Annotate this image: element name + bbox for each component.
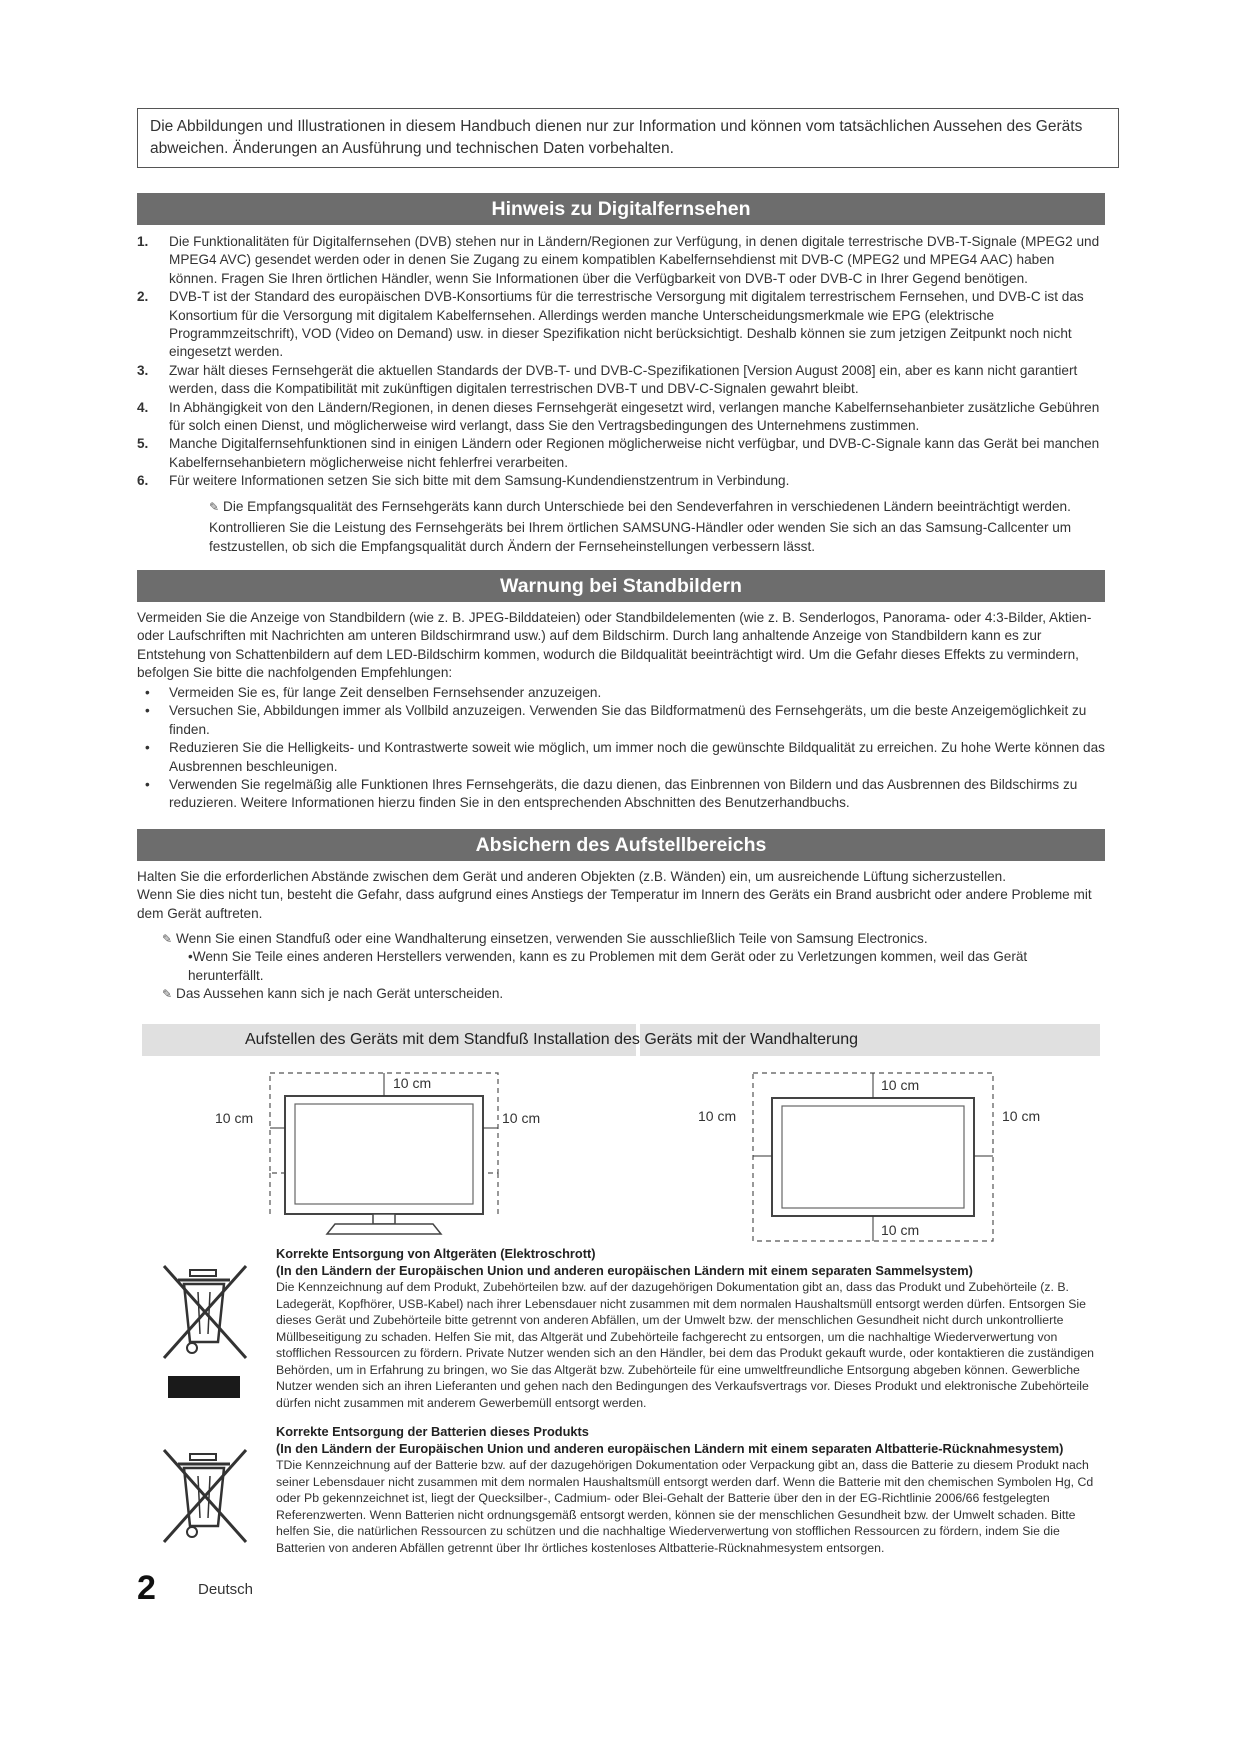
install-notes	[162, 930, 1062, 1004]
weee-body: Die Kennzeichnung auf dem Produkt, Zubehörteilen bzw. auf der dazugehörigen Dokumentation gibt an, dass das Produkt und Zubehörteile (z. B. Ladegerät, Kopfhörer, USB-Kabel) nach ihrer Lebensdauer nicht zusammen mit dem normalen Haushaltsmüll entsorgt werden dürfen. Entsorgen Sie dieses Gerät und Zubehörteile bitte getrennt von anderen Abfällen, um der Umwelt bzw. der menschlichen Gesundheit nicht durch unkontrollierte Müllbeseitigung zu schaden. Helfen Sie mit, das Altgerät und Zubehörteile fachgerecht zu entsorgen, um die nachhaltige Wiederverwertung von stofflichen Ressourcen zu fördern. Private Nutzer wenden sich an den Händler, bei dem das Produkt gekauft wurde, oder kontaktieren die zuständigen Behörden, um in Erfahrung zu bringen, wo Sie das Altgerät bzw. Zubehörteile für eine umweltfreundliche Entsorgung abgeben können. Gewerbliche Nutzer wenden sich an ihren Lieferanten und gehen nach den Bedingungen des Verkaufsvertrags vor. Dieses Produkt und elektronische Zubehörteile dürfen nicht zusammen mit anderem Gewerbemüll entsorgt werden.	[276, 1280, 1094, 1410]
note-icon: ✎	[162, 932, 173, 946]
list-item: 4. In Abhängigkeit von den Ländern/Regionen, in denen dieses Fernsehgerät eingesetzt wird, verlangen manche Kabelfernsehanbieter zusätzliche Gebühren für solch einen Dienst, und möglicherweise wird verlangt, dass Sie den Vertragsbedingungen des Unternehmens zustimmen.	[137, 399, 1100, 434]
list-item: 3. Zwar hält dieses Fernsehgerät die aktuellen Standards der DVB-T- und DVB-C-Spezifikationen [Version August 2008] ein, aber es kann nicht garantiert werden, dass die Kompatibilität mit zukünftigen digitalen terrestrischen DVB-T und DBV-C-Signalen gewahrt bleibt.	[137, 362, 1078, 397]
stand-clearance-diagram	[205, 1068, 585, 1248]
weee-title: Korrekte Entsorgung von Altgeräten (Elektroschrott)	[276, 1246, 596, 1261]
dim-label-top: 10 cm	[881, 1077, 920, 1093]
section-title-digital: Hinweis zu Digitalfernsehen	[137, 193, 1105, 225]
section-title-still-images: Warnung bei Standbildern	[137, 570, 1105, 602]
dim-label-top: 10 cm	[393, 1075, 432, 1091]
section-title-installation: Absichern des Aufstellbereichs	[137, 829, 1105, 861]
still-bullets	[137, 684, 1105, 813]
install-note: ✎ Wenn Sie einen Standfuß oder eine Wandhalterung einsetzen, verwenden Sie ausschließlich Teile von Samsung Electronics.	[162, 930, 1062, 948]
weee-black-bar	[168, 1376, 240, 1398]
disclaimer-box: Die Abbildungen und Illustrationen in diesem Handbuch dienen nur zur Information und können vom tatsächlichen Aussehen des Geräts abweichen. Änderungen an Ausführung und technischen Daten vorbehalten.	[137, 108, 1119, 168]
dim-label-right: 10 cm	[502, 1110, 541, 1126]
battery-title: Korrekte Entsorgung der Batterien dieses Produkts	[276, 1424, 589, 1439]
page-language: Deutsch	[198, 1581, 254, 1598]
install-subnote: •Wenn Sie Teile eines anderen Herstellers verwenden, kann es zu Problemen mit dem Gerät oder zu Verletzungen kommen, weil das Gerät herunterfällt.	[188, 949, 1028, 983]
install-intro: Halten Sie die erforderlichen Abstände zwischen dem Gerät und anderen Objekten (z.B. Wänden) ein, um ausreichende Lüftung sicherzustellen. Wenn Sie dies nicht tun, besteht die Gefahr, dass aufgrund eines Anstiegs der Temperatur im Innern des Geräts ein Brand ausbricht oder andere Probleme mit dem Gerät auftreten.	[137, 869, 1092, 921]
wall-mount-clearance-diagram	[690, 1068, 1110, 1248]
crossed-bin-battery-icon	[160, 1446, 250, 1556]
battery-subtitle: (In den Ländern der Europäischen Union und anderen europäischen Ländern mit einem separaten Altbatterie-Rücknahmesystem)	[276, 1440, 1064, 1456]
battery-disposal-text	[276, 1424, 1096, 1556]
dim-label-bottom: 10 cm	[881, 1222, 920, 1238]
still-intro: Vermeiden Sie die Anzeige von Standbildern (wie z. B. JPEG-Bilddateien) oder Standbildelementen (wie z. B. Senderlogos, Panorama- oder 4:3-Bilder, Aktien- oder Laufschriften mit Nachrichten am unteren Bildschirmrand usw.) auf dem Bildschirm. Durch lang anhaltende Anzeige von Standbildern kann es zur Entstehung von Schattenbildern auf dem LED-Bildschirm kommen, wodurch die Bildqualität beeinträchtigt wird. Um die Gefahr dieses Effekts zu vermindern, befolgen Sie bitte die nachfolgenden Empfehlungen:	[137, 610, 1092, 681]
dim-label-left: 10 cm	[698, 1108, 737, 1124]
dim-label-left: 10 cm	[215, 1110, 254, 1126]
note-icon: ✎	[209, 500, 220, 514]
page-number: 2	[137, 1569, 156, 1607]
digital-list	[137, 233, 1105, 491]
weee-subtitle: (In den Ländern der Europäischen Union und anderen europäischen Ländern mit einem separaten Sammelsystem)	[276, 1262, 973, 1278]
list-item: • Reduzieren Sie die Helligkeits- und Kontrastwerte soweit wie möglich, um immer noch die gewünschte Bildqualität zu erreichen. Zu hohe Werte können das Ausbrennen beschleunigen.	[137, 739, 1105, 776]
crossed-bin-icon	[160, 1262, 250, 1372]
list-item: • Versuchen Sie, Abbildungen immer als Vollbild anzuzeigen. Verwenden Sie das Bildformatmenü des Fernsehgeräts, um die beste Anzeigemöglichkeit zu finden.	[137, 702, 1105, 739]
digital-note: ✎ Die Empfangsqualität des Fernsehgeräts kann durch Unterschiede bei den Sendeverfahren in verschiedenen Ländern beeinträchtigt werden. Kontrollieren Sie die Leistung des Fernsehgeräts bei Ihrem örtlichen SAMSUNG-Händler oder wenden Sie sich an das Samsung-Callcenter um festzustellen, ob sich die Empfangsqualität durch Ändern der Fernseheinstellungen verbessern lässt.	[209, 499, 1072, 554]
list-item: 6. Für weitere Informationen setzen Sie sich bitte mit dem Samsung-Kundendienstzentrum in Verbindung.	[137, 473, 790, 489]
list-item: • Verwenden Sie regelmäßig alle Funktionen Ihres Fernsehgeräts, die dazu dienen, das Einbrennen von Bildern und das Ausbrennen des Bildschirms zu reduzieren. Weitere Informationen hierzu finden Sie in den entsprechenden Abschnitten des Benutzerhandbuchs.	[137, 776, 1105, 813]
dim-label-right: 10 cm	[1002, 1108, 1041, 1124]
note-icon: ✎	[162, 987, 173, 1002]
list-item: 2. DVB-T ist der Standard des europäischen DVB-Konsortiums für die terrestrische Versorgung mit digitalem terrestrischem Fernsehen, und DVB-C ist das Konsortium für die Versorgung mit digitalem Kabelfernsehen. Allerdings werden manche Unterscheidungsmerkmale wie EPG (elektrische Programmzeitschrift), VOD (Video on Demand) usw. in dieser Spezifikation nicht berücksichtigt. Deshalb können sie zum jetzigen Zeitpunkt noch nicht eingesetzt werden.	[137, 289, 1084, 360]
list-item: • Vermeiden Sie es, für lange Zeit denselben Fernsehsender anzuzeigen.	[137, 684, 1105, 702]
install-note: ✎ Das Aussehen kann sich je nach Gerät unterscheiden.	[162, 985, 1062, 1003]
list-item: 5. Manche Digitalfernsehfunktionen sind in einigen Ländern oder Regionen möglicherweise nicht verfügbar, und DVB-C-Signale kann das Gerät bei manchen Kabelfernsehanbietern möglicherweise nicht fehlerfrei verarbeiten.	[137, 436, 1100, 470]
install-header-label: Aufstellen des Geräts mit dem Standfuß Installation des Geräts mit der Wandhalterung	[245, 1031, 859, 1048]
list-item: 1. Die Funktionalitäten für Digitalfernsehen (DVB) stehen nur in Ländern/Regionen zur Verfügung, in denen digitale terrestrische DVB-T-Signale (MPEG2 und MPEG4 AVC) gesendet werden oder in denen Sie Zugang zu einem kompatiblen Kabelfernsehdienst mit DVB-C (MPEG2 und MPEG4 AAC) haben können. Fragen Sie Ihren örtlichen Händler, wenn Sie Informationen über die Verfügbarkeit von DVB-T oder DVB-C in Ihrer Gegend benötigen.	[137, 234, 1100, 286]
weee-disposal-text	[276, 1246, 1096, 1411]
battery-body: TDie Kennzeichnung auf der Batterie bzw. auf der dazugehörigen Dokumentation oder Verpackung gibt an, dass die Batterie zu diesem Produkt nach seiner Lebensdauer nicht zusammen mit dem normalen Haushaltsmüll entsorgt werden darf. Wenn die Batterie mit den chemischen Symbolen Hg, Cd oder Pb gekennzeichnet ist, liegt der Quecksilber-, Cadmium- oder Blei-Gehalt der Batterie über den in der EG-Richtlinie 2006/66 festgelegten Referenzwerten. Wenn Batterien nicht ordnungsgemäß entsorgt werden, können sie der menschlichen Gesundheit bzw. der Umwelt schaden. Bitte helfen Sie, die natürlichen Ressourcen zu schützen und die nachhaltige Wiederverwertung von stofflichen Ressourcen zu fördern, indem Sie die Batterien von anderen Abfällen getrennt über Ihr örtliches kostenloses Altbatterie-Rücknahmesystem entsorgen.	[276, 1458, 1094, 1555]
